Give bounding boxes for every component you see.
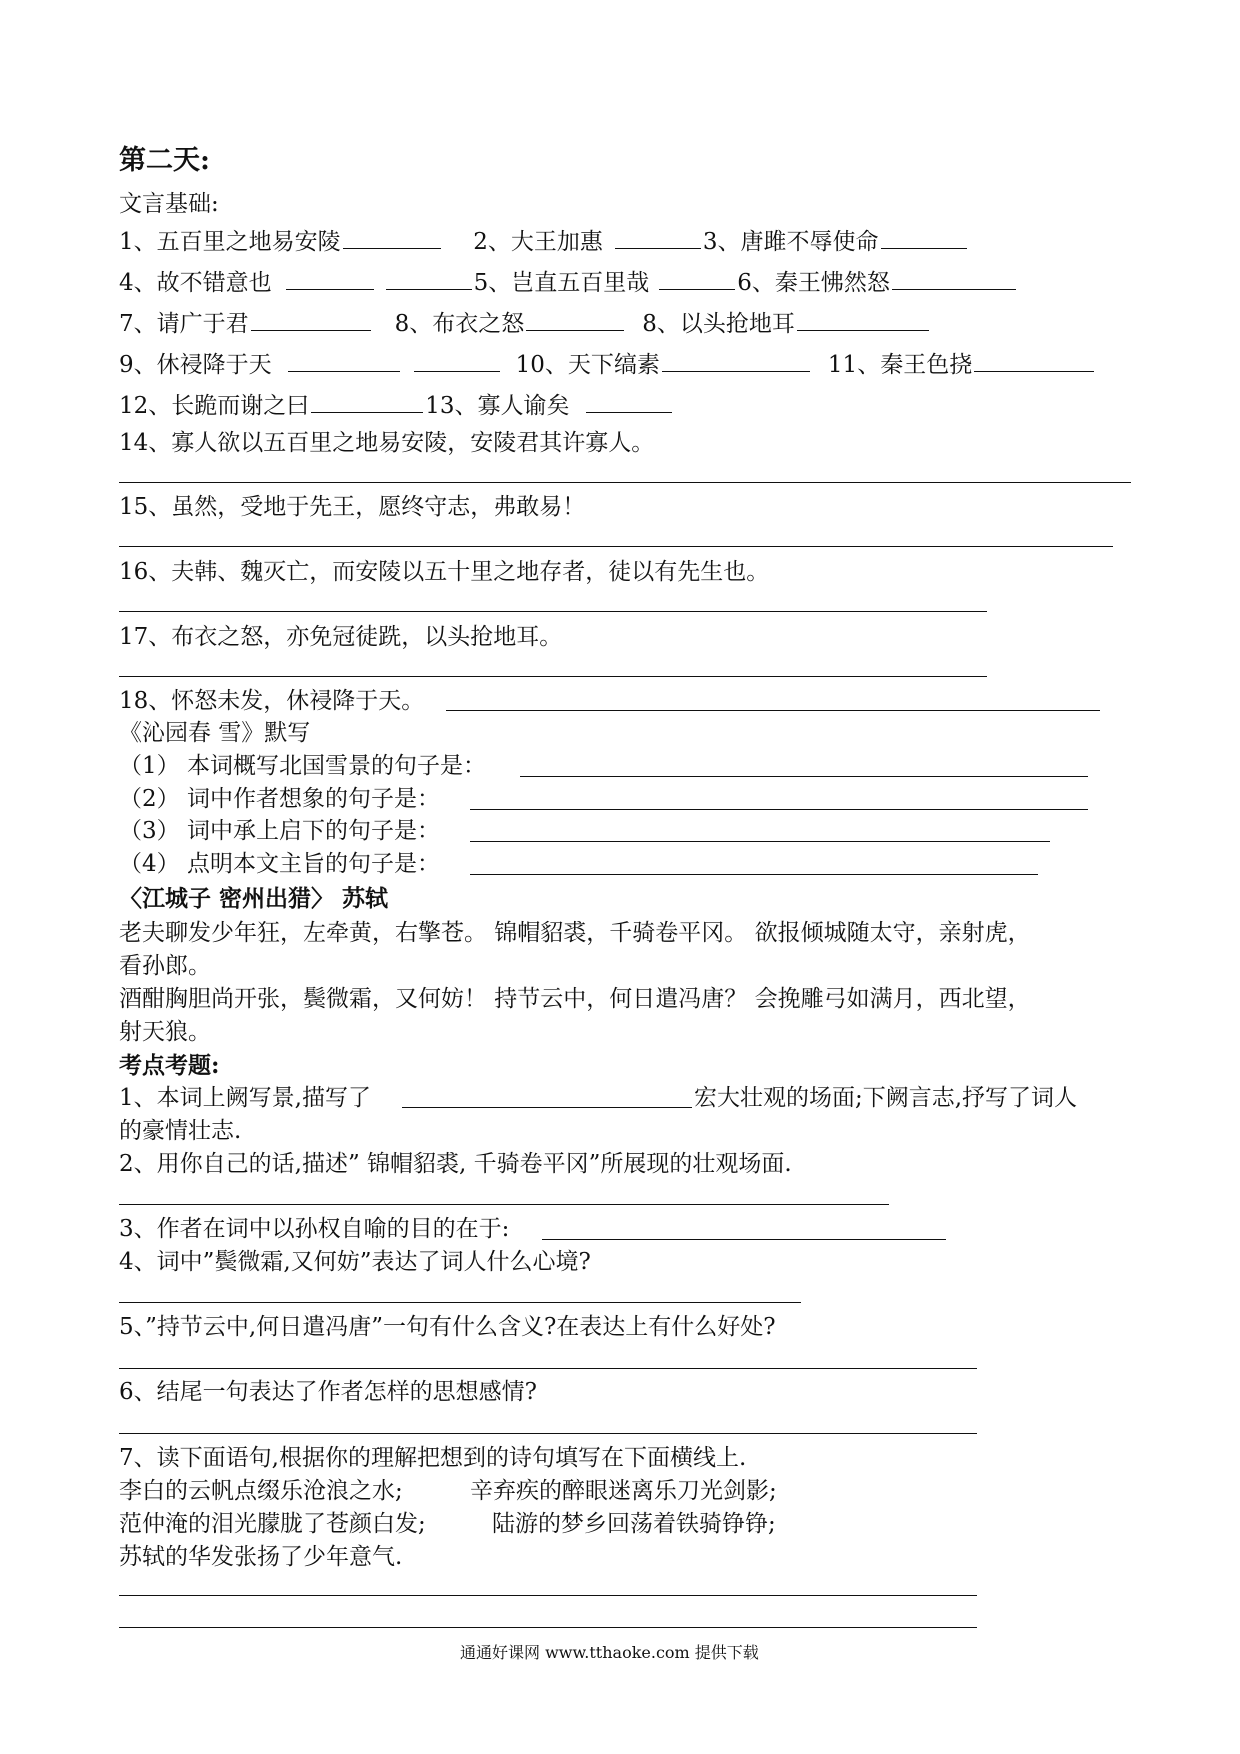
answer-blank[interactable] [414, 349, 500, 372]
kd-q7-line-3: 苏轼的华发张扬了少年意气. [119, 1544, 403, 1570]
answer-line[interactable] [402, 1107, 692, 1108]
q14-text: 14、寡人欲以五百里之地易安陵，安陵君其许寡人。 [119, 430, 655, 456]
q13-text: 13、寡人谕矣 [425, 393, 570, 419]
q-row-2 [119, 267, 1018, 295]
answer-blank[interactable] [662, 349, 810, 372]
answer-line[interactable] [119, 1433, 977, 1434]
kd-q7-line-1b: 辛弃疾的醉眼迷离乐刀光剑影; [470, 1478, 777, 1504]
q1-text: 1、五百里之地易安陵 [119, 229, 341, 255]
q-row-3 [119, 308, 931, 336]
answer-line[interactable] [119, 546, 1113, 547]
q10-text: 10、天下缟素 [515, 352, 660, 378]
answer-blank[interactable] [311, 390, 423, 413]
kd-q7-line-2a: 范仲淹的泪光朦胧了苍颜白发; [119, 1511, 426, 1537]
answer-blank[interactable] [586, 390, 672, 413]
kd-q7-line-1a: 李白的云帆点缀乐沧浪之水; [119, 1478, 403, 1504]
kd-q1-b: 宏大壮观的场面;下阙言志,抒写了词人 [694, 1085, 1078, 1111]
q-row-4 [119, 349, 1096, 377]
q6-text: 6、秦王怫然怒 [737, 270, 890, 296]
kd-q1-c: 的豪情壮志. [119, 1118, 242, 1144]
q-row-5 [119, 390, 674, 418]
kd-q5: 5、”持节云中,何日遣冯唐”一句有什么含义?在表达上有什么好处? [119, 1314, 776, 1340]
answer-blank[interactable] [892, 267, 1016, 290]
answer-blank[interactable] [526, 308, 624, 331]
poem-line-4: 射天狼。 [119, 1019, 211, 1045]
answer-blank[interactable] [251, 308, 371, 331]
answer-line[interactable] [119, 1627, 977, 1628]
answer-blank[interactable] [386, 267, 472, 290]
answer-line[interactable] [119, 1302, 801, 1303]
qinyuan-heading: 《沁园春 雪》默写 [119, 720, 311, 746]
section-heading-classical: 文言基础: [119, 191, 219, 217]
answer-line[interactable] [119, 611, 987, 612]
q-row-1 [119, 226, 969, 254]
q7-text: 7、请广于君 [119, 311, 249, 337]
qinyuan-item-2: （2） 词中作者想象的句子是： [119, 786, 440, 812]
answer-line[interactable] [520, 776, 1088, 777]
answer-blank[interactable] [797, 308, 929, 331]
q15-text: 15、虽然，受地于先王，愿终守志，弗敢易！ [119, 494, 586, 520]
q4-text: 4、故不错意也 [119, 270, 272, 296]
qinyuan-item-4: （4） 点明本文主旨的句子是： [119, 851, 440, 877]
answer-line[interactable] [470, 809, 1088, 810]
answer-blank[interactable] [974, 349, 1094, 372]
q16-text: 16、夫韩、魏灭亡，而安陵以五十里之地存者，徒以有先生也。 [119, 559, 770, 585]
q5-text: 5、岂直五百里哉 [473, 270, 650, 296]
poem-line-1: 老夫聊发少年狂，左牵黄，右擎苍。 锦帽貂裘，千骑卷平冈。 欲报倾城随太守，亲射虎， [119, 920, 1031, 946]
answer-line[interactable] [119, 1595, 977, 1596]
footer-credit: 通通好课网 www.tthaoke.com 提供下载 [460, 1643, 759, 1662]
answer-line[interactable] [119, 482, 1131, 483]
kd-q2: 2、用你自己的话,描述” 锦帽貂裘, 千骑卷平冈”所展现的壮观场面. [119, 1151, 792, 1177]
kd-q4: 4、词中”鬓微霜,又何妨”表达了词人什么心境? [119, 1249, 591, 1275]
q8b-text: 8、以头抢地耳 [642, 311, 795, 337]
qinyuan-item-1: （1） 本词概写北国雪景的句子是： [119, 753, 486, 779]
page-title: 第二天: [119, 145, 210, 176]
answer-line[interactable] [470, 841, 1050, 842]
kd-q1-a: 1、本词上阙写景,描写了 [119, 1085, 371, 1111]
q2-text: 2、大王加惠 [473, 229, 603, 255]
poem-line-2: 看孙郎。 [119, 953, 211, 979]
answer-blank[interactable] [615, 226, 701, 249]
poem-line-3: 酒酣胸胆尚开张，鬓微霜，又何妨！ 持节云中，何日遣冯唐？ 会挽雕弓如满月，西北望， [119, 986, 1031, 1012]
q17-text: 17、布衣之怒，亦免冠徒跣，以头抢地耳。 [119, 624, 563, 650]
kd-q7-line-2b: 陆游的梦乡回荡着铁骑铮铮; [492, 1511, 776, 1537]
q18-text: 18、怀怒未发，休祲降于天。 [119, 688, 425, 714]
kd-q7: 7、读下面语句,根据你的理解把想到的诗句填写在下面横线上. [119, 1445, 747, 1471]
q3-text: 3、唐雎不辱使命 [702, 229, 879, 255]
answer-line[interactable] [542, 1239, 946, 1240]
kd-q3: 3、作者在词中以孙权自喻的目的在于: [119, 1216, 510, 1242]
answer-line[interactable] [119, 1204, 889, 1205]
answer-blank[interactable] [288, 349, 400, 372]
q11-text: 11、秦王色挠 [827, 352, 973, 378]
answer-blank[interactable] [659, 267, 735, 290]
qinyuan-item-3: （3） 词中承上启下的句子是： [119, 818, 440, 844]
kd-q6: 6、结尾一句表达了作者怎样的思想感情? [119, 1379, 537, 1405]
answer-line[interactable] [119, 676, 987, 677]
poem-title: 〈江城子 密州出猎〉 苏轼 [119, 885, 389, 912]
answer-blank[interactable] [343, 226, 441, 249]
q8-text: 8、布衣之怒 [394, 311, 525, 337]
q9-text: 9、休祲降于天 [119, 352, 272, 378]
exam-heading: 考点考题: [119, 1052, 220, 1079]
answer-line[interactable] [470, 874, 1038, 875]
q12-text: 12、长跪而谢之曰 [119, 393, 310, 419]
answer-line[interactable] [446, 710, 1100, 711]
answer-blank[interactable] [286, 267, 374, 290]
answer-line[interactable] [119, 1368, 977, 1369]
answer-blank[interactable] [881, 226, 967, 249]
